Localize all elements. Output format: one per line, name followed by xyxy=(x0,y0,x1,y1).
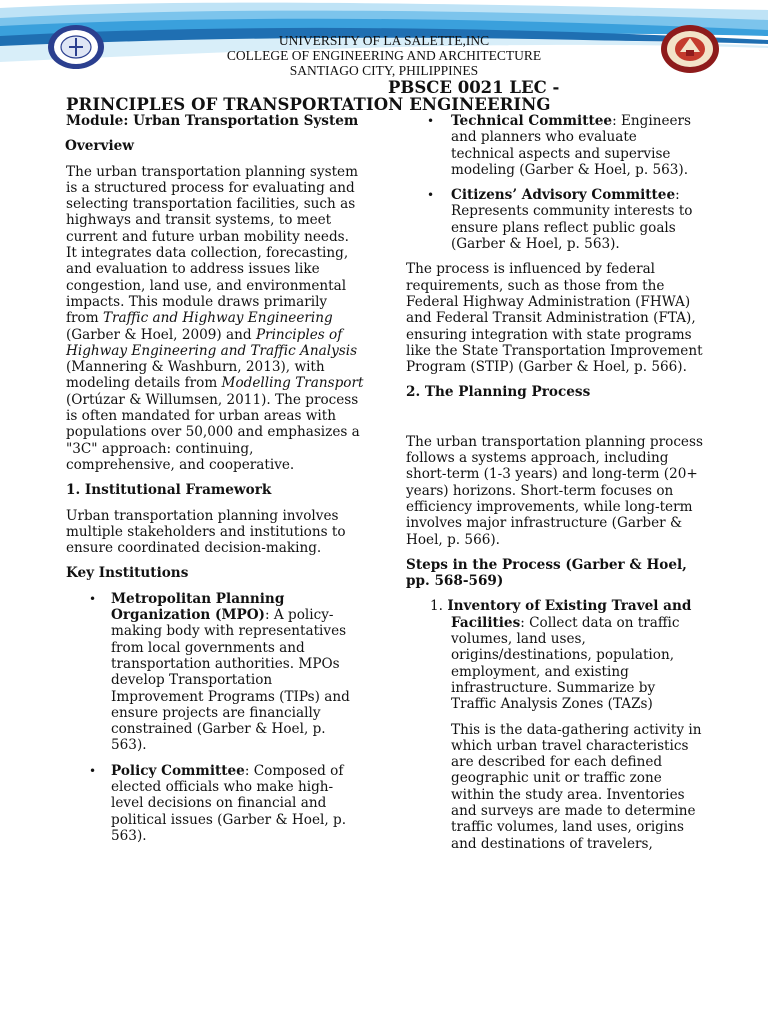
university-location: SANTIAGO CITY, PHILIPPINES xyxy=(289,63,479,78)
right-column xyxy=(406,113,704,861)
section-heading-institutional: 1. Institutional Framework xyxy=(66,482,272,499)
steps-heading: Steps in the Process (Garber & Hoel, pp. 568-569) xyxy=(406,556,687,590)
college-name: COLLEGE OF ENGINEERING AND ARCHITECTURE xyxy=(226,48,542,63)
overview-heading: Overview xyxy=(65,138,134,155)
overview-text-1: The urban transportation planning system is a structured process for evaluating and selecting transportation facilities, such as highways and transit systems, to meet current and future urban mobility needs. It integrates data collection, forecasting, and evaluation to address issues like congestion, land use, and environmental impacts. This module draws primarily from xyxy=(66,163,358,327)
step-number: 1. xyxy=(430,598,443,615)
institutions-list-left xyxy=(89,590,364,844)
step-description: : Collect data on traffic volumes, land uses, origins/destinations, population, employment, and existing infrastructure. Summarize by Traffic Analysis Zones (TAZs) xyxy=(451,614,680,713)
bullet-icon: • xyxy=(89,591,97,606)
reference-title-2: Principles of Highway Engineering and Traffic Analysis xyxy=(66,326,358,359)
list-item xyxy=(89,762,364,844)
overview-text-4: (Ortúzar & Willumsen, 2011). The process is often mandated for urban areas with populations over 50,000 and emphasizes a "3C" approach: continuing, comprehensive, and cooperative. xyxy=(66,391,360,473)
overview-paragraph xyxy=(66,164,364,474)
institution-description: : Composed of elected officials who make high-level decisions on financial and political issues (Garber & Hoel, p. 563). xyxy=(111,762,347,844)
institution-name: Citizens’ Advisory Committee xyxy=(451,187,676,204)
reference-title-1: Traffic and Highway Engineering xyxy=(102,310,333,327)
bullet-icon: • xyxy=(427,188,435,203)
institution-description: : Engineers and planners who evaluate technical aspects and supervise modeling (Garber & Hoel, p. 563). xyxy=(451,113,692,178)
list-item xyxy=(427,187,703,253)
step-1-paragraph: This is the data-gathering activity in which urban travel characteristics are described for each defined geographic unit or traffic zone within the study area. Inventories and surveys are made to determine traffic volumes, land uses, origins and destinations of travelers, xyxy=(451,721,702,852)
key-institutions-heading: Key Institutions xyxy=(66,565,189,582)
planning-process-paragraph: The urban transportation planning process follows a systems approach, including short-term (1-3 years) and long-term (20+ years) horizons. Short-term focuses on efficiency improvements, while long-term involves major infrastructure (Garber & Hoel, p. 566). xyxy=(406,433,703,548)
overview-text-2: (Garber & Hoel, 2009) and xyxy=(66,326,256,343)
step-1 xyxy=(430,598,704,851)
bullet-icon: • xyxy=(427,114,435,128)
institutional-paragraph: Urban transportation planning involves multiple stakeholders and institutions to ensure coordinated decision-making. xyxy=(66,507,346,557)
section-heading-planning-process: 2. The Planning Process xyxy=(406,384,591,401)
institutions-list-right xyxy=(427,113,703,253)
course-code: PBSCE 0021 LEC - xyxy=(388,78,560,97)
federal-requirements-paragraph: The process is influenced by federal requirements, such as those from the Federal Highway Administration (FHWA) and Federal Transit Administration (FTA), ensuring integration with state programs like the State Transportation Improvement Program (STIP) (Garber & Hoel, p. 566). xyxy=(406,261,703,376)
step-1-title-line xyxy=(430,598,704,614)
list-item xyxy=(427,113,703,178)
left-column xyxy=(66,113,364,853)
university-name: UNIVERSITY OF LA SALETTE,INC xyxy=(278,33,490,48)
bullet-icon: • xyxy=(89,763,97,778)
list-item xyxy=(89,590,364,754)
reference-title-3: Modelling Transport xyxy=(221,375,364,392)
institution-name: Metropolitan Planning Organization (MPO) xyxy=(111,590,285,624)
institution-name: Technical Committee xyxy=(451,113,613,129)
step-1-description xyxy=(451,615,704,713)
module-title: Module: Urban Transportation System xyxy=(66,113,359,129)
overview-text-3: (Mannering & Washburn, 2013), with modeling details from xyxy=(66,359,325,392)
step-title-continued: Facilities xyxy=(451,614,521,631)
institution-description: : A policy-making body with representatives from local governments and transportation authorities. MPOs develop Transportation Improvement Programs (TIPs) and ensure projects are financially constrained (Garber & Hoel, p. 563). xyxy=(111,607,350,754)
step-title: Inventory of Existing Travel and xyxy=(447,598,692,615)
institution-description: : Represents community interests to ensure plans reflect public goals (Garber & Hoel, p. 563). xyxy=(451,187,693,253)
course-title: PRINCIPLES OF TRANSPORTATION ENGINEERING xyxy=(66,95,551,114)
institution-name: Policy Committee xyxy=(111,762,245,779)
